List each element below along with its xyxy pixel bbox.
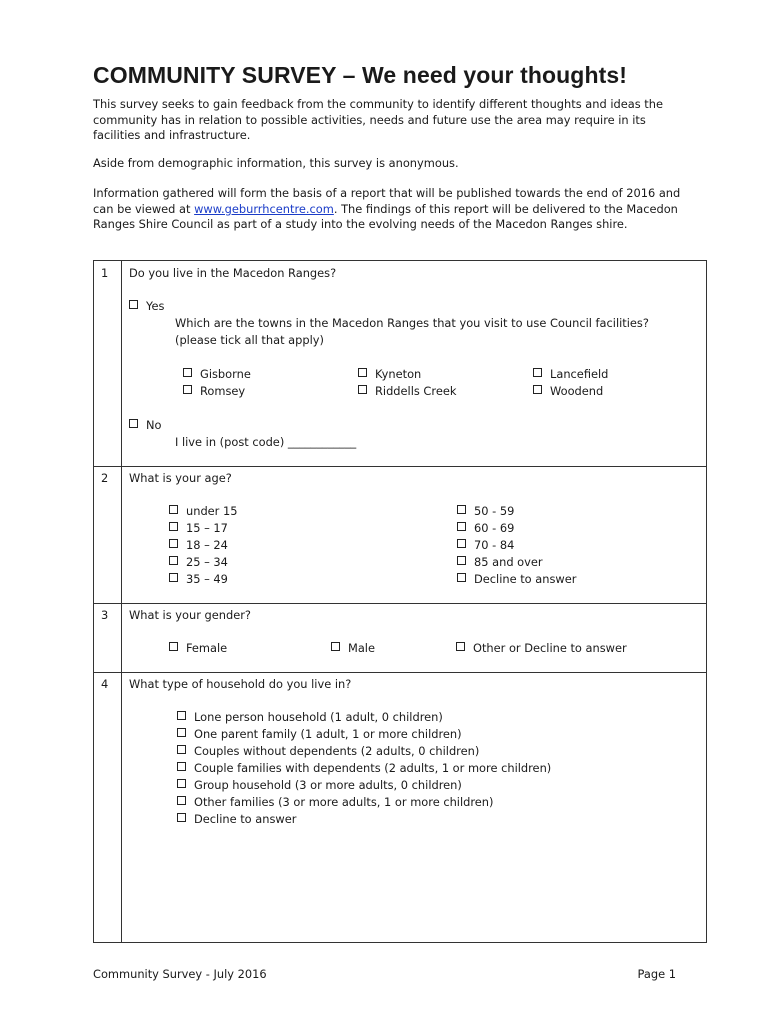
town-option[interactable] <box>533 367 608 381</box>
checkbox-icon[interactable] <box>177 779 186 788</box>
checkbox-icon[interactable] <box>358 385 367 394</box>
question-2-row <box>94 466 706 604</box>
option-label: Yes <box>146 299 165 313</box>
option-label: 60 - 69 <box>474 521 515 535</box>
question-3-row <box>94 603 706 673</box>
option-label: Male <box>348 641 375 655</box>
checkbox-icon[interactable] <box>177 762 186 771</box>
checkbox-icon[interactable] <box>456 642 465 651</box>
checkbox-icon[interactable] <box>169 522 178 531</box>
page-title: COMMUNITY SURVEY – We need your thoughts! <box>93 62 628 88</box>
option-label: 85 and over <box>474 555 543 569</box>
sub-question-hint: (please tick all that apply) <box>175 333 324 347</box>
question-text: What type of household do you live in? <box>129 677 352 691</box>
age-option[interactable] <box>457 504 514 518</box>
checkbox-icon[interactable] <box>169 556 178 565</box>
checkbox-icon[interactable] <box>169 642 178 651</box>
option-label: Decline to answer <box>474 572 577 586</box>
website-link[interactable]: www.geburrhcentre.com <box>194 201 334 216</box>
option-label: Gisborne <box>200 367 251 381</box>
town-option[interactable] <box>358 384 456 398</box>
option-label: Couples without dependents (2 adults, 0 children) <box>194 744 480 758</box>
checkbox-icon[interactable] <box>169 505 178 514</box>
question-text: Do you live in the Macedon Ranges? <box>129 266 337 280</box>
option-label: 18 – 24 <box>186 538 228 552</box>
checkbox-icon[interactable] <box>358 368 367 377</box>
checkbox-icon[interactable] <box>457 505 466 514</box>
checkbox-icon[interactable] <box>183 368 192 377</box>
option-label: Couple families with dependents (2 adults, 1 or more children) <box>194 761 552 775</box>
page-number: Page 1 <box>637 967 676 981</box>
town-option[interactable] <box>183 367 251 381</box>
footer-left: Community Survey - July 2016 <box>93 967 267 981</box>
household-option[interactable] <box>177 761 551 775</box>
option-label: Other or Decline to answer <box>473 641 627 655</box>
checkbox-icon[interactable] <box>533 385 542 394</box>
gender-option[interactable] <box>456 641 627 655</box>
intro-p3-text-b: . The findings of this report will be delivered to the Macedon Ranges Shire Council as part of a study into the evolving needs of the Macedon Ranges shire. <box>93 201 678 231</box>
option-label: 15 – 17 <box>186 521 228 535</box>
checkbox-icon[interactable] <box>177 796 186 805</box>
age-option[interactable] <box>169 572 228 586</box>
checkbox-icon[interactable] <box>331 642 340 651</box>
town-option[interactable] <box>183 384 245 398</box>
option-label: One parent family (1 adult, 1 or more children) <box>194 727 462 741</box>
intro-paragraph-3 <box>93 186 683 233</box>
household-option[interactable] <box>177 727 462 741</box>
household-option[interactable] <box>177 744 479 758</box>
checkbox-icon[interactable] <box>129 419 138 428</box>
option-label: Other families (3 or more adults, 1 or more children) <box>194 795 494 809</box>
checkbox-icon[interactable] <box>169 539 178 548</box>
age-option[interactable] <box>169 555 228 569</box>
checkbox-icon[interactable] <box>177 813 186 822</box>
option-label: Lone person household (1 adult, 0 children) <box>194 710 443 724</box>
question-number: 3 <box>101 608 109 622</box>
option-label: Group household (3 or more adults, 0 children) <box>194 778 462 792</box>
age-option[interactable] <box>457 572 576 586</box>
option-yes[interactable] <box>129 299 164 313</box>
town-option[interactable] <box>533 384 603 398</box>
question-4-row <box>94 672 706 942</box>
question-number: 2 <box>101 471 109 485</box>
intro-p3-text-a: Information gathered will form the basis of a report that will be published towards the end of 2016 and can be viewed at <box>93 186 681 216</box>
option-label: Riddells Creek <box>375 384 457 398</box>
checkbox-icon[interactable] <box>177 711 186 720</box>
option-label: 25 – 34 <box>186 555 228 569</box>
option-label: Woodend <box>550 384 604 398</box>
town-option[interactable] <box>358 367 421 381</box>
option-label: No <box>146 418 162 432</box>
age-option[interactable] <box>169 504 237 518</box>
checkbox-icon[interactable] <box>177 745 186 754</box>
option-label: Romsey <box>200 384 246 398</box>
option-label: under 15 <box>186 504 238 518</box>
option-label: 50 - 59 <box>474 504 515 518</box>
option-label: Kyneton <box>375 367 422 381</box>
option-label: Lancefield <box>550 367 609 381</box>
checkbox-icon[interactable] <box>457 556 466 565</box>
checkbox-icon[interactable] <box>533 368 542 377</box>
postcode-field[interactable]: I live in (post code) ____________ <box>175 435 357 449</box>
survey-table <box>93 260 707 943</box>
option-label: 70 - 84 <box>474 538 515 552</box>
checkbox-icon[interactable] <box>183 385 192 394</box>
age-option[interactable] <box>169 538 228 552</box>
checkbox-icon[interactable] <box>457 573 466 582</box>
age-option[interactable] <box>457 521 514 535</box>
checkbox-icon[interactable] <box>177 728 186 737</box>
checkbox-icon[interactable] <box>457 539 466 548</box>
checkbox-icon[interactable] <box>457 522 466 531</box>
age-option[interactable] <box>457 538 514 552</box>
gender-option[interactable] <box>169 641 227 655</box>
age-option[interactable] <box>169 521 228 535</box>
checkbox-icon[interactable] <box>129 300 138 309</box>
intro-paragraph-1: This survey seeks to gain feedback from the community to identify different thoughts and ideas the community has in relation to possible activities, needs and future use the area may require in its facilities and infrastructure. <box>93 97 663 142</box>
age-option[interactable] <box>457 555 543 569</box>
question-text: What is your age? <box>129 471 232 485</box>
household-option[interactable] <box>177 778 462 792</box>
option-label: Female <box>186 641 228 655</box>
checkbox-icon[interactable] <box>169 573 178 582</box>
household-option[interactable] <box>177 710 443 724</box>
option-label: 35 – 49 <box>186 572 228 586</box>
gender-option[interactable] <box>331 641 375 655</box>
household-option[interactable] <box>177 812 296 826</box>
sub-question-text: Which are the towns in the Macedon Ranges that you visit to use Council facilities? <box>175 316 649 330</box>
option-no[interactable] <box>129 418 162 432</box>
question-text: What is your gender? <box>129 608 251 622</box>
intro-paragraph-2: Aside from demographic information, this survey is anonymous. <box>93 156 459 170</box>
question-number: 4 <box>101 677 109 691</box>
question-number: 1 <box>101 266 109 280</box>
option-label: Decline to answer <box>194 812 297 826</box>
question-1-row <box>94 261 706 467</box>
household-option[interactable] <box>177 795 493 809</box>
